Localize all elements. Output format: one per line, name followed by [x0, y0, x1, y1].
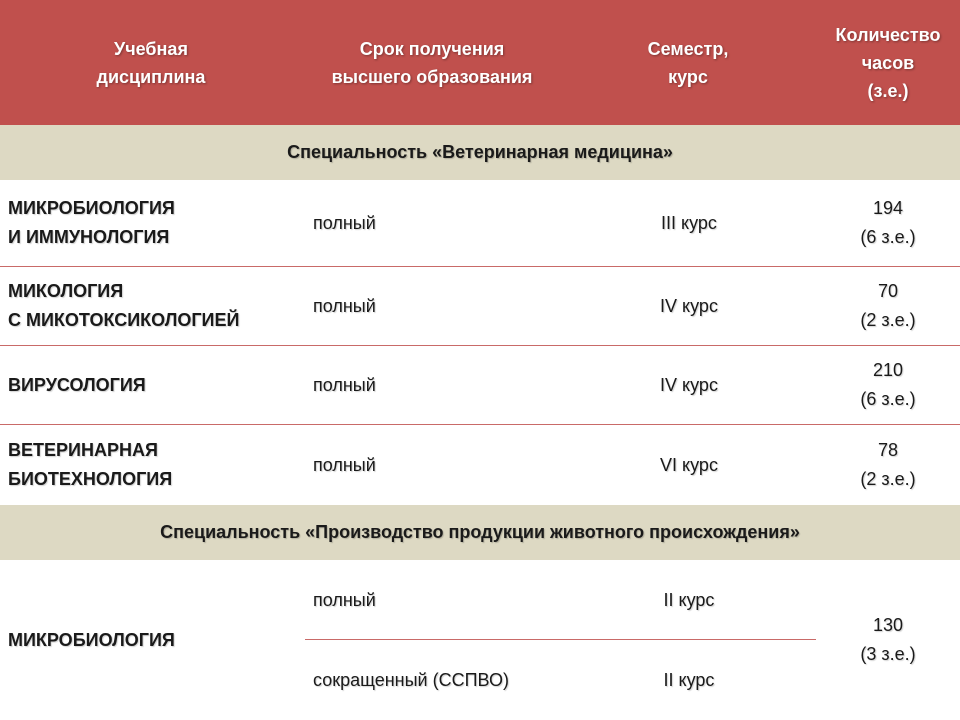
hours-value: 210 (6 з.е.) [860, 360, 916, 409]
table-row [0, 560, 960, 720]
table-row [0, 346, 960, 424]
header-term: Срок получения высшего образования [331, 38, 533, 87]
study-term: сокращенный (ССПВО) [313, 669, 509, 690]
course: II курс [663, 669, 715, 690]
hours-value: 194 (6 з.е.) [860, 198, 916, 247]
table-row [0, 267, 960, 345]
header-discipline: Учебная дисциплина [96, 38, 206, 87]
study-term: полный [313, 295, 376, 316]
discipline-name: ВЕТЕРИНАРНАЯ БИОТЕХНОЛОГИЯ [8, 440, 173, 489]
hours-value: 70 (2 з.е.) [860, 281, 916, 330]
section-title-animal-products: Специальность «Производство продукции животного происхождения» [0, 505, 960, 560]
section-title-vet-medicine: Специальность «Ветеринарная медицина» [0, 125, 960, 180]
discipline-name: МИКРОБИОЛОГИЯ И ИММУНОЛОГИЯ [8, 198, 175, 247]
course: IV курс [660, 374, 718, 395]
study-term: полный [313, 212, 376, 233]
hours-value: 78 (2 з.е.) [860, 440, 916, 489]
study-term: полный [313, 589, 376, 610]
header-semester: Семестр, курс [647, 38, 729, 87]
course: III курс [661, 212, 717, 233]
discipline-name: МИКОЛОГИЯ С МИКОТОКСИКОЛОГИЕЙ [8, 281, 240, 330]
study-term: полный [313, 454, 376, 475]
discipline-name: МИКРОБИОЛОГИЯ [8, 629, 175, 650]
course: II курс [663, 589, 715, 610]
table-row [0, 425, 960, 505]
discipline-name: ВИРУСОЛОГИЯ [8, 374, 146, 395]
header-hours: Количество часов (з.е.) [835, 24, 941, 101]
course: VI курс [660, 454, 718, 475]
course: IV курс [660, 295, 718, 316]
study-term: полный [313, 374, 376, 395]
table-row [0, 180, 960, 266]
table-header [0, 0, 960, 125]
hours-value: 130 (3 з.е.) [860, 615, 916, 664]
